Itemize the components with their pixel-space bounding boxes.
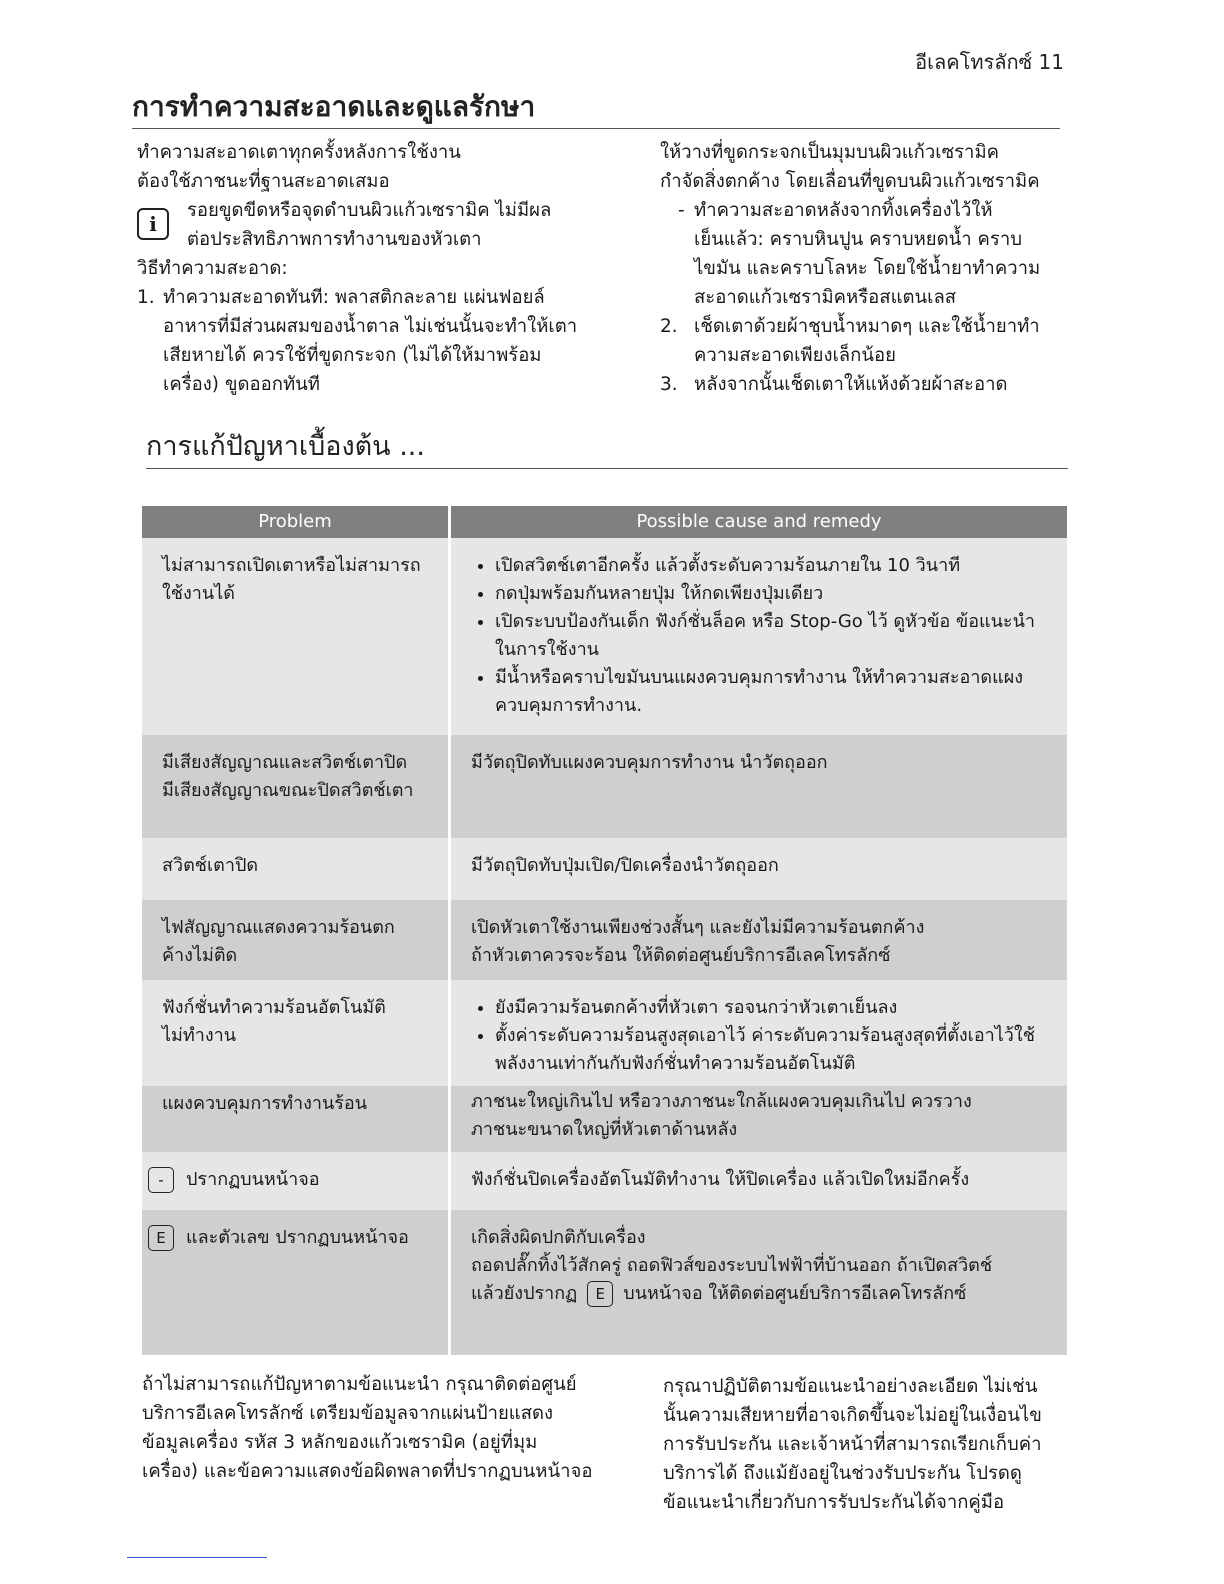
intro-line: ต้องใช้ภาชนะที่ฐานสะอาดเสมอ	[137, 171, 390, 192]
step-line: เครื่อง) ขูดออกทันที	[163, 374, 320, 395]
dash-item	[660, 196, 1080, 312]
remedy-bullet: • มีน้ำหรือคราบไขมันบนแผงควบคุมการทำงาน ให้ทำความสะอาดแผงควบคุมการทำงาน.	[495, 664, 1047, 720]
table-row	[142, 980, 1067, 1086]
remedy-line: มีวัตถุปิดทับแผงควบคุมการทำงาน นำวัตถุออก	[471, 752, 828, 773]
table-row	[142, 1152, 1067, 1210]
footer-line: กรุณาปฏิบัติตามข้อแนะนำอย่างละเอียด ไม่เช่น	[663, 1376, 1038, 1397]
cleaning-left-column	[137, 138, 637, 399]
step-line: เช็ดเตาด้วยผ้าชุบน้ำหมาดๆ และใช้น้ำยาทำ	[694, 316, 1040, 337]
remedy-line: มีวัตถุปิดทับปุ่มเปิด/ปิดเครื่องนำวัตถุออก	[471, 855, 779, 876]
remedy-bullet: • ตั้งค่าระดับความร้อนสูงสุดเอาไว้ ค่าระดับความร้อนสูงสุดที่ตั้งเอาไว้ใช้พลังงานเท่ากันกับฟังก์ชั่นทำความร้อนอัตโนมัติ	[495, 1022, 1047, 1078]
step-line: ทำความสะอาดทันที: พลาสติกละลาย แผ่นฟอยล์	[163, 287, 545, 308]
problem-line: ไม่สามารถเปิดเตาหรือไม่สามารถ	[162, 555, 421, 576]
footer-left-column	[142, 1370, 622, 1486]
remedy-cell	[450, 1152, 1068, 1210]
remedy-cell	[450, 900, 1068, 980]
problem-cell	[142, 538, 450, 735]
table-row	[142, 1210, 1067, 1355]
intro-line: ทำความสะอาดเตาทุกครั้งหลังการใช้งาน	[137, 142, 461, 163]
troubleshooting-title: การแก้ปัญหาเบื้องต้น ...	[146, 428, 1068, 469]
table-row	[142, 735, 1067, 838]
info-line: รอยขูดขีดหรือจุดดำบนผิวแก้วเซรามิค ไม่มีผล	[187, 200, 552, 221]
footer-line: การรับประกัน และเจ้าหน้าที่สามารถเรียกเก็บค่า	[663, 1434, 1042, 1455]
error-display-icon: E	[148, 1225, 174, 1251]
problem-line: ไม่ทำงาน	[162, 1025, 237, 1046]
problem-line: ใช้งานได้	[162, 583, 235, 604]
remedy-list	[471, 552, 1047, 720]
problem-text: และตัวเลข ปรากฏบนหน้าจอ	[186, 1227, 409, 1248]
dash-bullet: -	[678, 200, 685, 221]
remedy-line: ฟังก์ชั่นปิดเครื่องอัตโนมัติทำงาน ให้ปิดเครื่อง แล้วเปิดใหม่อีกครั้ง	[471, 1169, 970, 1190]
problem-cell	[142, 1210, 450, 1355]
remedy-bullet: • เปิดสวิตช์เตาอีกครั้ง แล้วตั้งระดับความร้อนภายใน 10 วินาที	[495, 552, 1047, 580]
problem-header: Problem	[142, 506, 450, 538]
remedy-text: แล้วยังปรากฏ	[471, 1283, 578, 1304]
remedy-header: Possible cause and remedy	[450, 506, 1068, 538]
dash-line: ไขมัน และคราบโลหะ โดยใช้น้ำยาทำความ	[694, 258, 1041, 279]
footer-line: บริการอีเลคโทรลักซ์ เตรียมข้อมูลจากแผ่นป้ายแสดง	[142, 1403, 554, 1424]
problem-cell	[142, 1086, 450, 1152]
remedy-cell	[450, 838, 1068, 900]
remedy-line: ภาชนะใหญ่เกินไป หรือวางภาชนะใกล้แผงควบคุมเกินไป ควรวาง	[471, 1091, 972, 1112]
right-line: ให้วางที่ขูดกระจกเป็นมุมบนผิวแก้วเซรามิค	[660, 142, 1000, 163]
step-line: ความสะอาดเพียงเล็กน้อย	[694, 345, 896, 366]
remedy-line: ถอดปลั๊กทิ้งไว้สักครู่ ถอดฟิวส์ของระบบไฟฟ้าที่บ้านออก ถ้าเปิดสวิตช์	[471, 1255, 993, 1276]
step-line: อาหารที่มีส่วนผสมของน้ำตาล ไม่เช่นนั้นจะทำให้เตา	[163, 316, 578, 337]
problem-line: แผงควบคุมการทำงานร้อน	[162, 1093, 368, 1114]
method-label: วิธีทำความสะอาด:	[137, 258, 288, 279]
table-row	[142, 838, 1067, 900]
footer-line: ข้อมูลเครื่อง รหัส 3 หลักของแก้วเซรามิค (อยู่ที่มุม	[142, 1432, 538, 1453]
error-display-icon: E	[587, 1281, 613, 1307]
dash-line: สะอาดแก้วเซรามิคหรือสแตนเลส	[694, 287, 957, 308]
problem-line: มีเสียงสัญญาณและสวิตช์เตาปิด	[162, 752, 408, 773]
remedy-line: ถ้าหัวเตาควรจะร้อน ให้ติดต่อศูนย์บริการอีเลคโทรลักซ์	[471, 945, 891, 966]
footer-right-column	[663, 1372, 1083, 1517]
step-number: 3.	[660, 374, 678, 395]
remedy-line: ภาชนะขนาดใหญ่ที่หัวเตาด้านหลัง	[471, 1119, 738, 1140]
remedy-cell	[450, 1086, 1068, 1152]
dash-display-icon: -	[148, 1167, 174, 1193]
step-line: เสียหายได้ ควรใช้ที่ขูดกระจก (ไม่ได้ให้มาพร้อม	[163, 345, 542, 366]
remedy-text: บนหน้าจอ ให้ติดต่อศูนย์บริการอีเลคโทรลักซ์	[623, 1283, 967, 1304]
remedy-bullet: • ยังมีความร้อนตกค้างที่หัวเตา รอจนกว่าหัวเตาเย็นลง	[495, 994, 1047, 1022]
problem-cell	[142, 1152, 450, 1210]
remedy-cell	[450, 980, 1068, 1086]
remedy-cell	[450, 735, 1068, 838]
cleaning-title: การทำความสะอาดและดูแลรักษา	[132, 88, 1060, 129]
footer-line: นั้นความเสียหายที่อาจเกิดขึ้นจะไม่อยู่ในเงื่อนไข	[663, 1405, 1042, 1426]
footer-rule	[127, 1557, 267, 1558]
remedy-line	[471, 1280, 1047, 1308]
info-line: ต่อประสิทธิภาพการทำงานของหัวเตา	[187, 229, 482, 250]
remedy-cell	[450, 1210, 1068, 1355]
problem-text: ปรากฏบนหน้าจอ	[186, 1169, 320, 1190]
table-row	[142, 900, 1067, 980]
cleaning-step-3	[660, 370, 1080, 399]
cleaning-step-2	[660, 312, 1080, 370]
problem-line: สวิตช์เตาปิด	[162, 855, 259, 876]
table-header-row	[142, 506, 1067, 538]
problem-cell	[142, 735, 450, 838]
troubleshooting-table	[142, 506, 1067, 1355]
remedy-bullet: • กดปุ่มพร้อมกันหลายปุ่ม ให้กดเพียงปุ่มเดียว	[495, 580, 1047, 608]
problem-cell	[142, 980, 450, 1086]
footer-line: ถ้าไม่สามารถแก้ปัญหาตามข้อแนะนำ กรุณาติดต่อศูนย์	[142, 1374, 577, 1395]
problem-line: ฟังก์ชั่นทำความร้อนอัตโนมัติ	[162, 997, 386, 1018]
step-number: 1.	[137, 287, 155, 308]
problem-line: มีเสียงสัญญาณขณะปิดสวิตช์เตา	[162, 780, 414, 801]
info-icon: i	[137, 208, 169, 240]
step-number: 2.	[660, 316, 678, 337]
table-row	[142, 1086, 1067, 1152]
dash-line: เย็นแล้ว: คราบหินปูน คราบหยดน้ำ คราบ	[694, 229, 1022, 250]
footer-line: ข้อแนะนำเกี่ยวกับการรับประกันได้จากคู่มือ	[663, 1492, 1005, 1513]
info-note	[137, 196, 637, 254]
right-line: กำจัดสิ่งตกค้าง โดยเลื่อนที่ขูดบนผิวแก้วเซรามิค	[660, 171, 1040, 192]
problem-line: ไฟสัญญาณแสดงความร้อนตก	[162, 917, 395, 938]
cleaning-right-column	[660, 138, 1080, 399]
footer-line: บริการได้ ถึงแม้ยังอยู่ในช่วงรับประกัน โปรดดู	[663, 1463, 1022, 1484]
cleaning-step-1	[137, 283, 637, 399]
step-line: หลังจากนั้นเช็ดเตาให้แห้งด้วยผ้าสะอาด	[694, 374, 1008, 395]
page-header: อีเลคโทรลักซ์ 11	[915, 50, 1064, 74]
dash-line: ทำความสะอาดหลังจากทิ้งเครื่องไว้ให้	[694, 200, 993, 221]
footer-line: เครื่อง) และข้อความแสดงข้อผิดพลาดที่ปรากฏบนหน้าจอ	[142, 1461, 593, 1482]
remedy-list	[471, 994, 1047, 1078]
problem-line: ค้างไม่ติด	[162, 945, 238, 966]
problem-cell	[142, 838, 450, 900]
remedy-line: เปิดหัวเตาใช้งานเพียงช่วงสั้นๆ และยังไม่มีความร้อนตกค้าง	[471, 917, 925, 938]
remedy-line: เกิดสิ่งผิดปกติกับเครื่อง	[471, 1227, 646, 1248]
table-row	[142, 538, 1067, 735]
remedy-cell	[450, 538, 1068, 735]
problem-cell	[142, 900, 450, 980]
remedy-bullet: • เปิดระบบป้องกันเด็ก ฟังก์ชั่นล็อค หรือ Stop-Go ไว้ ดูหัวข้อ ข้อแนะนำในการใช้งาน	[495, 608, 1047, 664]
